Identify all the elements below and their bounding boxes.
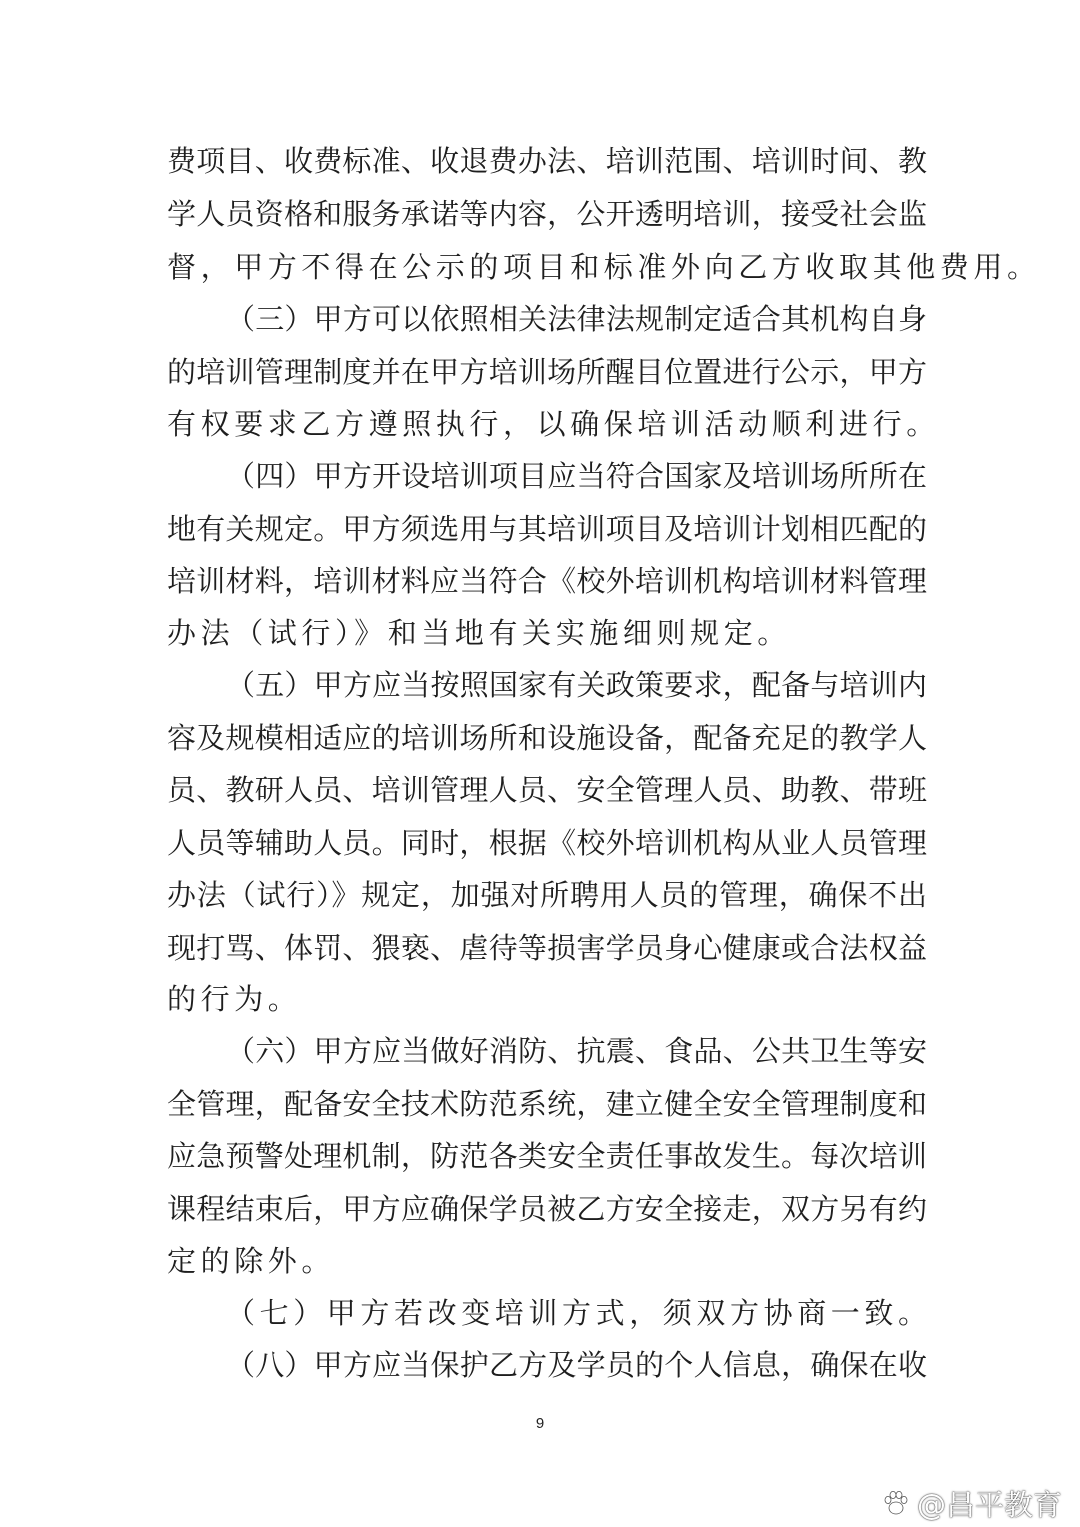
watermark-text: @昌平教育 bbox=[916, 1487, 1062, 1522]
paragraph-heading-line: （四）甲方开设培训项目应当符合国家及培训场所所在 bbox=[226, 459, 927, 493]
text-line: 费项目、收费标准、收退费办法、培训范围、培训时间、教 bbox=[167, 144, 927, 178]
paragraph-heading-line: （六）甲方应当做好消防、抗震、食品、公共卫生等安 bbox=[226, 1034, 927, 1068]
text-line: 办法（试行）》规定，加强对所聘用人员的管理，确保不出 bbox=[167, 878, 927, 912]
text-line: 的行为。 bbox=[167, 982, 302, 1016]
text-line: 的培训管理制度并在甲方培训场所醒目位置进行公示，甲方 bbox=[167, 355, 927, 389]
text-line: 课程结束后，甲方应确保学员被乙方安全接走，双方另有约 bbox=[167, 1192, 927, 1226]
watermark bbox=[881, 1484, 1062, 1522]
paragraph-heading-line: （五）甲方应当按照国家有关政策要求，配备与培训内 bbox=[226, 668, 927, 702]
text-line: 培训材料，培训材料应当符合《校外培训机构培训材料管理 bbox=[167, 564, 927, 598]
text-line: 全管理，配备安全技术防范系统，建立健全安全管理制度和 bbox=[167, 1087, 927, 1121]
text-line: 员、教研人员、培训管理人员、安全管理人员、助教、带班 bbox=[167, 773, 927, 807]
paragraph-heading-line: （八）甲方应当保护乙方及学员的个人信息，确保在收 bbox=[226, 1348, 927, 1382]
text-line: 人员等辅助人员。同时，根据《校外培训机构从业人员管理 bbox=[167, 826, 927, 860]
text-line: 地有关规定。甲方须选用与其培训项目及培训计划相匹配的 bbox=[167, 512, 927, 546]
paw-icon bbox=[881, 1488, 911, 1518]
text-line: 学人员资格和服务承诺等内容，公开透明培训，接受社会监 bbox=[167, 197, 927, 231]
text-line: 督，甲方不得在公示的项目和标准外向乙方收取其他费用。 bbox=[167, 250, 1041, 284]
paragraph-heading-line: （七）甲方若改变培训方式，须双方协商一致。 bbox=[226, 1296, 932, 1330]
paragraph-heading-line: （三）甲方可以依照相关法律法规制定适合其机构自身 bbox=[226, 302, 927, 336]
text-line: 有权要求乙方遵照执行，以确保培训活动顺利进行。 bbox=[167, 407, 940, 441]
page-number: 9 bbox=[535, 1415, 545, 1432]
text-line: 定的除外。 bbox=[167, 1244, 336, 1278]
text-line: 应急预警处理机制，防范各类安全责任事故发生。每次培训 bbox=[167, 1139, 927, 1173]
text-line: 办法（试行）》和当地有关实施细则规定。 bbox=[167, 616, 791, 650]
text-line: 容及规模相适应的培训场所和设施设备，配备充足的教学人 bbox=[167, 721, 927, 755]
text-line: 现打骂、体罚、猥亵、虐待等损害学员身心健康或合法权益 bbox=[167, 931, 927, 965]
